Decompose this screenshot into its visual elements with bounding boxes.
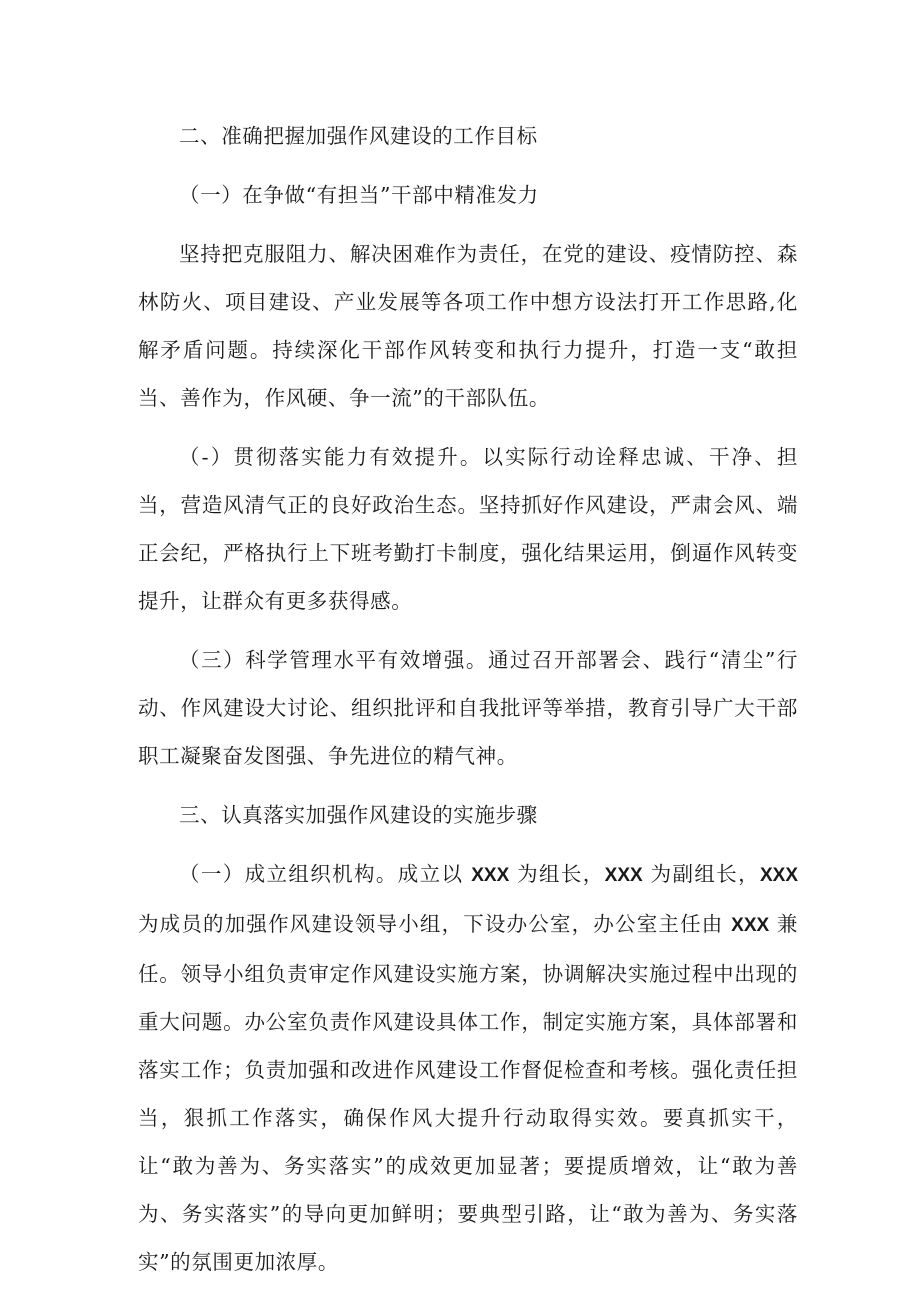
subsection-heading-2-1: （一）在争做“有担当”干部中精准发力 [179, 183, 539, 207]
placeholder-xxx-members: XXX [759, 865, 798, 886]
paragraph-3-1 [138, 850, 798, 1286]
section-heading-2: 二、准确把握加强作风建设的工作目标 [179, 124, 538, 148]
paragraph-3-1-text-5: 兼任。领导小组负责审定作风建设实施方案，协调解决实施过程中出现的重大问题。办公室负责作风建设具体工作，制定实施方案，具体部署和落实工作；负责加强和改进作风建设工作督促检查和考核。强化责任担当，狠抓工作落实，确保作风大提升行动取得实效。要真抓实干，让“敢为善为、务实落实”的成效更加显著；要提质增效，让“敢为善为、务实落实”的导向更加鲜明；要典型引路，让“敢为善为、务实落实”的氛围更加浓厚。 [138, 912, 798, 1274]
section-heading-3: 三、认真落实加强作风建设的实施步骤 [179, 803, 538, 827]
paragraph-2-2: （-）贯彻落实能力有效提升。以实际行动诠释忠诚、干净、担当，营造风清气正的良好政治生态。坚持抓好作风建设，严肃会风、端正会纪，严格执行上下班考勤打卡制度，强化结果运用，倒逼作风转变提升，让群众有更多获得感。 [138, 445, 798, 613]
placeholder-xxx-leader: XXX [471, 865, 510, 886]
paragraph-3-1-text-1: （一）成立组织机构。成立以 [179, 862, 472, 886]
document-body [138, 112, 798, 1286]
placeholder-xxx-deputy: XXX [604, 865, 643, 886]
paragraph-2-3: （三）科学管理水平有效增强。通过召开部署会、践行“清尘”行动、作风建设大讨论、组织批评和自我批评等举措，教育引导广大干部职工凝聚奋发图强、争先进位的精气神。 [138, 648, 798, 768]
paragraph-3-1-text-2: 为组长， [509, 862, 605, 886]
paragraph-2-1: 坚持把克服阻力、解决困难作为责任，在党的建设、疫情防控、森林防火、项目建设、产业发展等各项工作中想方设法打开工作思路,化解矛盾问题。持续深化干部作风转变和执行力提升，打造一支“敢担当、善作为，作风硬、争一流”的干部队伍。 [138, 242, 798, 410]
placeholder-xxx-director: XXX [731, 915, 770, 936]
paragraph-3-1-text-4: 为成员的加强作风建设领导小组，下设办公室，办公室主任由 [138, 912, 732, 936]
paragraph-3-1-text-3: 为副组长， [642, 862, 760, 886]
